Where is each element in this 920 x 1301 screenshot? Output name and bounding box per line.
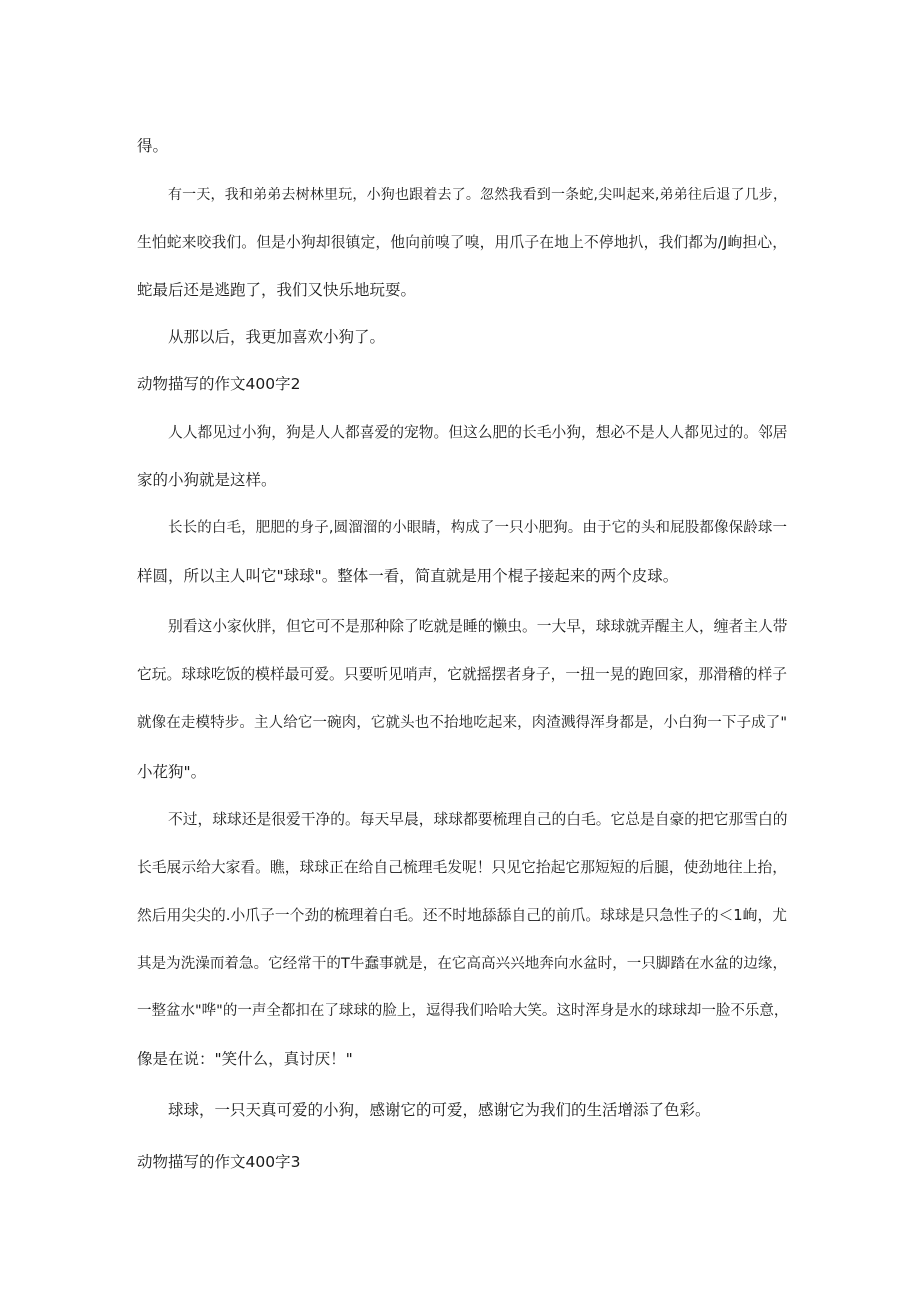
paragraph-clean-line-3: 然后用尖尖的.小爪子一个劲的梳理着白毛。还不时地舔舔自己的前爪。球球是只急性子的＜1峋，尤 [137,907,787,924]
paragraph-lively-line-4: 小花狗"。 [137,763,207,781]
paragraph-appearance-line-1: 长长的白毛，肥肥的身子,圆溜溜的小眼睛，构成了一只小肥狗。由于它的头和屁股都像保龄球一 [168,520,787,536]
paragraph-lively-line-3: 就像在走模特步。主人给它一碗肉，它就头也不抬地吃起来，肉渣溅得浑身都是，小白狗一下子成了" [137,715,787,731]
paragraph-clean-line-1: 不过，球球还是很爱干净的。每天早晨，球球都要梳理自己的白毛。它总是自豪的把它那雪白的 [168,811,788,828]
paragraph-neighbor-line-1: 人人都见过小狗，狗是人人都喜爱的宠物。但这么肥的长毛小狗，想必不是人人都见过的。邻居 [168,424,788,441]
paragraph-conclusion: 从那以后，我更加喜欢小狗了。 [168,328,386,346]
section-heading-2: 动物描写的作文400字2 [137,375,301,393]
paragraph-clean-line-4: 其是为洗澡而着急。它经常干的T牛蠢事就是，在它高高兴兴地奔向水盆时，一只脚踏在水盆的边缘， [137,956,787,972]
section-heading-3: 动物描写的作文400字3 [137,1153,301,1171]
paragraph-snake-line-1: 有一天，我和弟弟去树林里玩，小狗也跟着去了。忽然我看到一条蛇,尖叫起来,弟弟往后退了几步， [168,187,787,203]
paragraph-lively-line-1: 别看这小家伙胖，但它可不是那种除了吃就是睡的懒虫。一大早，球球就弄醒主人，缠者主人带 [168,618,788,635]
paragraph-clean-line-2: 长毛展示给大家看。瞧，球球正在给自己梳理毛发呢！只见它抬起它那短短的后腿，使劲地往上抬， [137,859,787,876]
paragraph-closing: 球球，一只天真可爱的小狗，感谢它的可爱，感谢它为我们的生活增添了色彩。 [168,1101,711,1119]
paragraph-fragment: 得。 [137,137,169,155]
paragraph-clean-line-5: 一整盆水"哗"的一声全都扣在了球球的脸上，逗得我们哈哈大笑。这时浑身是水的球球却一脸不乐意， [137,1003,789,1019]
paragraph-lively-line-2: 它玩。球球吃饭的模样最可爱。只要听见哨声，它就摇摆者身子，一扭一晃的跑回家，那滑稽的样子 [137,666,787,683]
paragraph-appearance-line-2: 样圆，所以主人叫它"球球"。整体一看，简直就是用个棍子接起来的两个皮球。 [137,567,679,585]
paragraph-neighbor-line-2: 家的小狗就是这样。 [137,471,277,489]
paragraph-snake-line-3: 蛇最后还是逃跑了，我们又快乐地玩耍。 [137,281,417,299]
paragraph-snake-line-2: 生怕蛇来咬我们。但是小狗却很镇定，他向前嗅了嗅，用爪子在地上不停地扒，我们都为/J峋担心， [137,234,787,251]
paragraph-clean-line-6: 像是在说："笑什么，真讨厌！" [137,1050,353,1068]
